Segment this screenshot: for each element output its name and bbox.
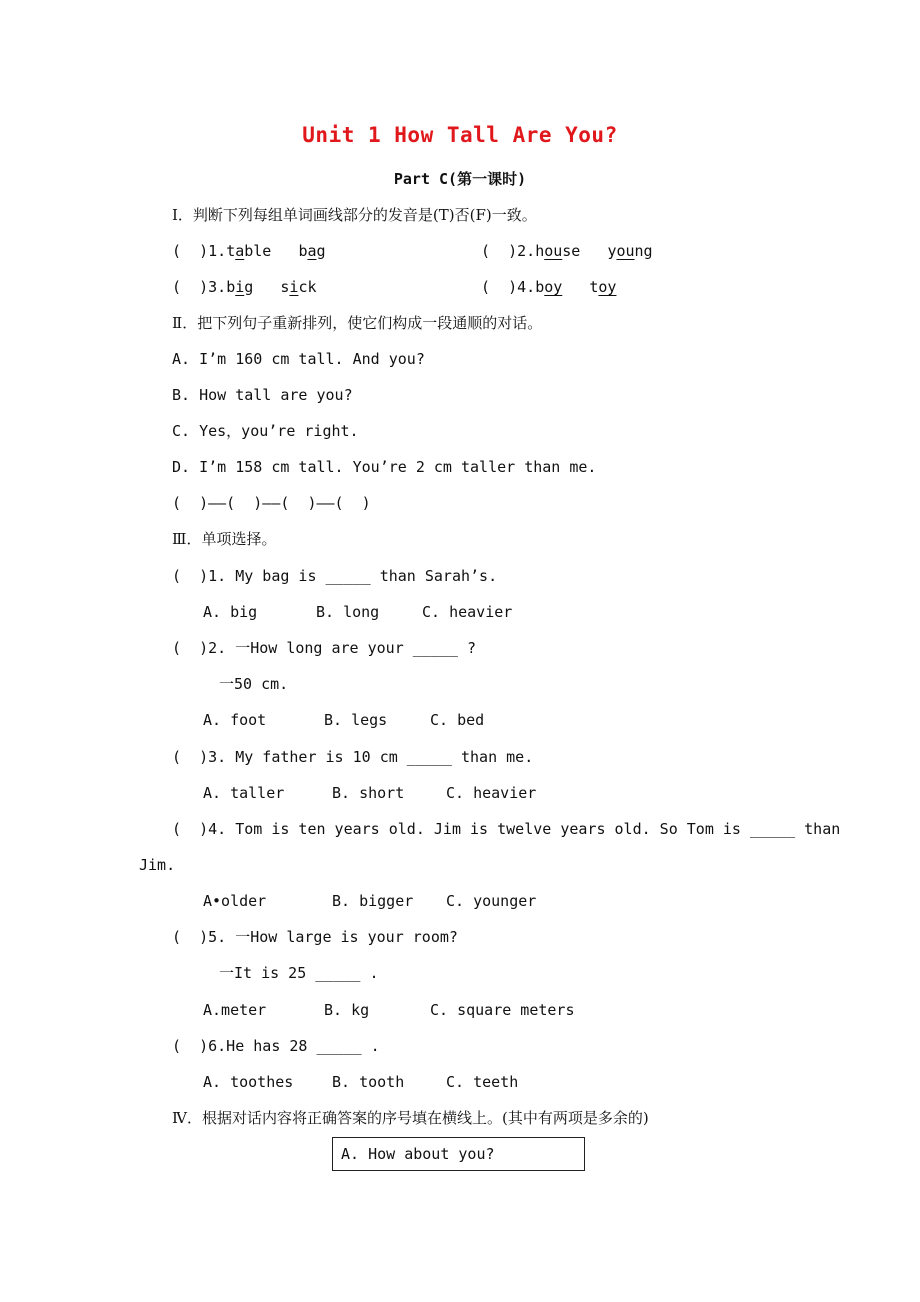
phonics-item: ( )2.house young [481, 242, 653, 260]
option: A•older [203, 892, 267, 910]
option: C. teeth [446, 1073, 519, 1091]
section-2-heading: Ⅱ．把下列句子重新排列，使它们构成一段通顺的对话。 [172, 314, 543, 332]
option: C. bed [430, 711, 485, 729]
answer-option-box [332, 1137, 585, 1171]
section-3-heading: Ⅲ．单项选择。 [172, 530, 277, 548]
option: A. big [203, 603, 258, 621]
dialogue-line-d: D. I’m 158 cm tall. You’re 2 cm taller than me. [172, 458, 597, 476]
option: A.meter [203, 1001, 267, 1019]
dialogue-line-c: C. Yes，you’re right. [172, 422, 359, 440]
question-6-stem: ( )6.He has 28 _____ . [172, 1037, 380, 1055]
option: B. tooth [332, 1073, 405, 1091]
question-4-continued: Jim. [139, 856, 176, 874]
option: A. taller [203, 784, 285, 802]
option: B. short [332, 784, 405, 802]
option: B. kg [324, 1001, 370, 1019]
question-1-stem: ( )1. My bag is _____ than Sarah’s. [172, 567, 498, 585]
option: A. foot [203, 711, 267, 729]
order-blanks: ( )——( )——( )——( ) [172, 494, 371, 512]
phonics-item: ( )4.boy toy [481, 278, 617, 296]
dialogue-line-b: B. How tall are you? [172, 386, 353, 404]
question-5-stem: ( )5. 一How large is your room? [172, 928, 458, 946]
option: A. toothes [203, 1073, 294, 1091]
page-title: Unit 1 How Tall Are You? [302, 123, 618, 147]
option: B. long [316, 603, 380, 621]
question-2-stem: ( )2. 一How long are your _____ ? [172, 639, 476, 657]
option: C. square meters [430, 1001, 575, 1019]
option: C. heavier [446, 784, 537, 802]
phonics-item: ( )3.big sick [172, 278, 317, 296]
option: B. legs [324, 711, 388, 729]
option: C. younger [446, 892, 537, 910]
page-subtitle: Part C(第一课时) [393, 170, 527, 188]
question-4-stem: ( )4. Tom is ten years old. Jim is twelve years old. So Tom is _____ than [172, 820, 841, 838]
option: C. heavier [422, 603, 513, 621]
option: B. bigger [332, 892, 414, 910]
answer-option-a: A. How about you? [341, 1145, 495, 1163]
question-5-reply: 一It is 25 _____ . [219, 964, 379, 982]
section-4-heading: Ⅳ．根据对话内容将正确答案的序号填在横线上。(其中有两项是多余的) [172, 1109, 649, 1127]
dialogue-line-a: A. I’m 160 cm tall. And you? [172, 350, 425, 368]
phonics-item: ( )1.table bag [172, 242, 326, 260]
section-1-heading: I．判断下列每组单词画线部分的发音是(T)否(F)一致。 [172, 206, 537, 224]
question-2-reply: 一50 cm. [219, 675, 289, 693]
question-3-stem: ( )3. My father is 10 cm _____ than me. [172, 748, 534, 766]
